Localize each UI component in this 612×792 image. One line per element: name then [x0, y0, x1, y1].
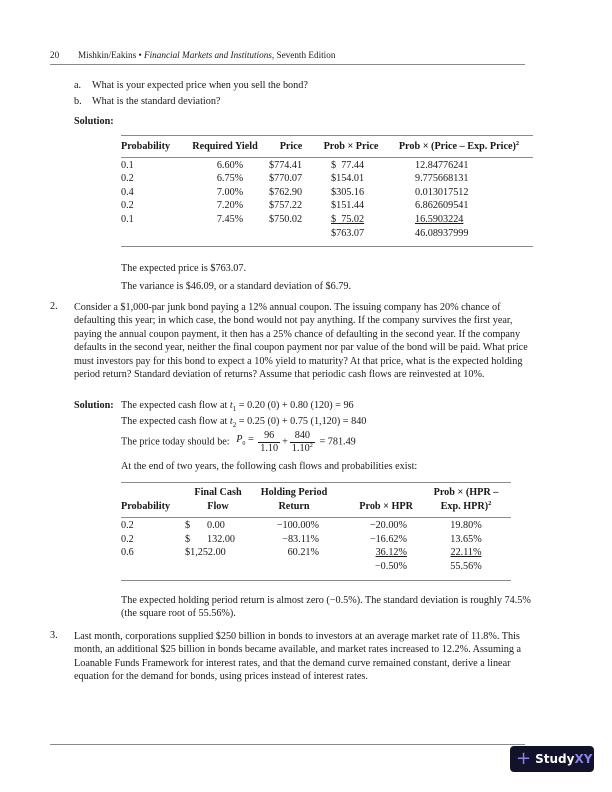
- part-text: What is your expected price when you sell the bond?: [92, 80, 308, 91]
- fraction-year2: [290, 430, 315, 455]
- table-cell: 19.80%: [450, 520, 482, 532]
- header-text: Final Cash: [194, 487, 242, 498]
- table2-bottom-rule: [121, 580, 511, 581]
- table-cell: 7.20%: [216, 200, 244, 212]
- header-text: Prob × (HPR –: [433, 487, 499, 498]
- text: The expected cash flow at: [121, 400, 230, 411]
- table-cell: $154.01: [331, 173, 365, 185]
- table2-top-rule: [121, 482, 511, 483]
- table-cell: 0.00: [207, 520, 225, 532]
- col-header-price: Price: [279, 141, 303, 152]
- table-cell: −100.00%: [276, 520, 319, 532]
- col-header-prob-deviation: [385, 140, 533, 154]
- expected-cash-flow-t1: [121, 399, 354, 416]
- table-price-distribution: [121, 140, 533, 240]
- price-result: = 781.49: [319, 436, 356, 448]
- table-cell: 16.5903224: [415, 213, 464, 225]
- table-cell: 0.2: [121, 173, 134, 185]
- header-text: Flow: [207, 500, 229, 512]
- table-header-row: [121, 140, 533, 154]
- table-total-row: [121, 227, 533, 241]
- header-text: Prob × (Price – Exp. Price): [398, 141, 516, 152]
- table-cell: −0.50%: [374, 560, 407, 572]
- subscript: 0: [242, 441, 246, 448]
- table-cell: 0.1: [121, 213, 134, 225]
- exponent: 2: [309, 442, 313, 449]
- table-cell: $305.16: [331, 186, 365, 198]
- badge-text: Study: [535, 752, 575, 766]
- table-cell: $763.07: [331, 227, 365, 239]
- col-header-prob-hpr: [337, 486, 421, 513]
- table-cell: 0.4: [121, 186, 134, 198]
- table-cell: $151.44: [331, 200, 365, 212]
- running-header: [50, 50, 335, 60]
- table-cell: $: [185, 533, 191, 545]
- table-cell: 0.2: [121, 520, 134, 532]
- question-number-2: 2.: [50, 301, 58, 312]
- table-cell: $: [185, 520, 191, 532]
- table-cell: $762.90: [269, 186, 303, 198]
- col-header-required-yield: Required Yield: [192, 141, 258, 152]
- cash-flow-intro: At the end of two years, the following cash flows and probabilities exist:: [121, 461, 418, 472]
- table1-bottom-rule: [121, 246, 533, 247]
- part-label: a.: [74, 80, 82, 91]
- table-cell: 12.84776241: [415, 159, 469, 171]
- col-header-final-cash-flow: [185, 486, 251, 513]
- table-cell: 9.775668131: [415, 173, 469, 185]
- table-cell: $1,252.00: [185, 547, 226, 559]
- table-cell: 22.11%: [450, 547, 482, 559]
- denominator: 1.10: [260, 443, 279, 454]
- question-number-3: 3.: [50, 630, 58, 641]
- table-row: [121, 519, 511, 533]
- table-cell: 7.45%: [216, 213, 244, 225]
- text: = 0.20 (0) + 0.80 (120) = 96: [236, 400, 354, 411]
- table-row: [121, 213, 533, 227]
- question-2-text: Consider a $1,000-par junk bond paying a 12% annual coupon. The issuing company has 20% chance of defaulting this year; in which case, the bond would not pay anything. If the company survives the first year, paying the annual coupon payment, it then has a 25% chance of defaulting in the second year. If the company defaults in the second year, neither the final coupon payment nor par value of the bond will be paid. What price must investors pay for this bond to expect a 10% yield to maturity? At that price, what is the expected holding period return? Standard deviation of returns? Assume that periodic cash flows are reinvested at 10%.: [74, 302, 528, 381]
- header-text: Holding Period: [260, 487, 328, 498]
- col-header-hpr: [251, 486, 337, 513]
- subscript: 1: [232, 405, 237, 414]
- table-cell: −83.11%: [282, 533, 319, 545]
- variable: t: [229, 400, 233, 411]
- table-cell: 55.56%: [450, 560, 482, 572]
- expected-price-statement: The expected price is $763.07.: [121, 263, 247, 274]
- table1-top-rule: [121, 135, 533, 136]
- studyxy-badge[interactable]: [510, 746, 594, 772]
- subscript: 2: [232, 421, 237, 430]
- table-row: [121, 186, 533, 200]
- table-holding-period-returns: [121, 486, 511, 574]
- header-edition: Seventh Edition: [276, 50, 336, 60]
- superscript: 2: [488, 499, 492, 507]
- col-header-probability: Probability: [121, 141, 171, 152]
- solution-label: Solution:: [74, 116, 114, 127]
- table-header-row: [121, 486, 511, 513]
- table-cell: −16.62%: [369, 533, 407, 545]
- text: = 0.25 (0) + 0.75 (1,120) = 840: [236, 416, 367, 427]
- superscript: 2: [515, 140, 520, 147]
- table-cell: 13.65%: [450, 533, 482, 545]
- table-cell: 7.00%: [216, 186, 244, 198]
- text: The expected cash flow at: [121, 416, 230, 427]
- fraction-year1: [258, 430, 280, 455]
- col-header-prob-price: Prob × Price: [323, 141, 379, 152]
- table-cell: $757.22: [269, 200, 303, 212]
- table-row: [121, 546, 511, 560]
- table-cell: 46.08937999: [415, 227, 469, 239]
- header-text: Probability: [121, 500, 171, 512]
- table-cell: 0.2: [121, 533, 134, 545]
- table-cell: 6.75%: [216, 173, 244, 185]
- numerator: 840: [290, 430, 315, 443]
- table-row: [121, 159, 533, 173]
- question-part-b: [74, 95, 220, 108]
- page-number: 20: [50, 50, 60, 60]
- table-row: [121, 533, 511, 547]
- text: The price today should be:: [121, 436, 230, 448]
- solution-label-2: Solution:: [74, 400, 114, 411]
- part-label: b.: [74, 96, 82, 107]
- table-row: [121, 199, 533, 213]
- badge-text-accent: XY: [574, 752, 593, 766]
- table-row: [121, 172, 533, 186]
- table-cell: 36.12%: [375, 547, 407, 559]
- variable: t: [229, 416, 233, 427]
- header-bullet: •: [138, 50, 142, 60]
- footer-rule: [50, 744, 525, 745]
- table-cell: $770.07: [269, 173, 303, 185]
- price-equation: The price today should be: $P_0$ = $\frac{96}{1.10}$ + $\frac{840}{1.10^2}$ = 781.49: [121, 430, 356, 454]
- table-cell: 0.2: [121, 200, 134, 212]
- part-text: What is the standard deviation?: [92, 96, 221, 107]
- table-cell: $ 75.02: [331, 213, 365, 225]
- table-total-row: [121, 560, 511, 574]
- table-cell: 132.00: [207, 533, 236, 545]
- question-part-a: [74, 79, 308, 92]
- col-header-probability: [121, 486, 185, 513]
- hpr-conclusion: The expected holding period return is almost zero (−0.5%). The standard deviation is roughly 74.5% (the square root of 55.56%).: [121, 595, 531, 620]
- header-book-title: Financial Markets and Institutions,: [144, 50, 275, 60]
- header-text: Return: [278, 500, 310, 512]
- header-authors: Mishkin/Eakins: [78, 50, 137, 60]
- table-cell: 0.013017512: [415, 186, 469, 198]
- table-cell: $750.02: [269, 213, 303, 225]
- table-cell: 60.21%: [287, 547, 319, 559]
- plus-icon: +: [516, 748, 532, 769]
- table-cell: 6.862609541: [415, 200, 469, 212]
- header-text: Prob × HPR: [359, 500, 413, 512]
- table-cell: 6.60%: [216, 159, 244, 171]
- table-cell: −20.00%: [369, 520, 407, 532]
- col-header-prob-hpr-deviation: [421, 486, 511, 513]
- table-cell: $774.41: [269, 159, 303, 171]
- table-cell: 0.1: [121, 159, 134, 171]
- table-cell: 0.6: [121, 547, 134, 559]
- numerator: 96: [258, 430, 280, 443]
- table-cell: $ 77.44: [331, 159, 365, 171]
- variable: P: [236, 434, 243, 446]
- header-text: Exp. HPR): [440, 500, 489, 512]
- denominator: 1.10: [291, 443, 310, 454]
- variance-statement: The variance is $46.09, or a standard deviation of $6.79.: [121, 281, 351, 292]
- header-rule: [50, 64, 525, 65]
- question-3-text: Last month, corporations supplied $250 billion in bonds to investors at an average market rate of 11.8%. This month, an additional $25 billion in bonds became available, and market rates increased to 12.2%. Assuming a Loanable Funds Framework for interest rates, and that the demand curve remained constant, derive a linear equation for the demand for bonds, using prices instead of interest rates.: [74, 631, 522, 683]
